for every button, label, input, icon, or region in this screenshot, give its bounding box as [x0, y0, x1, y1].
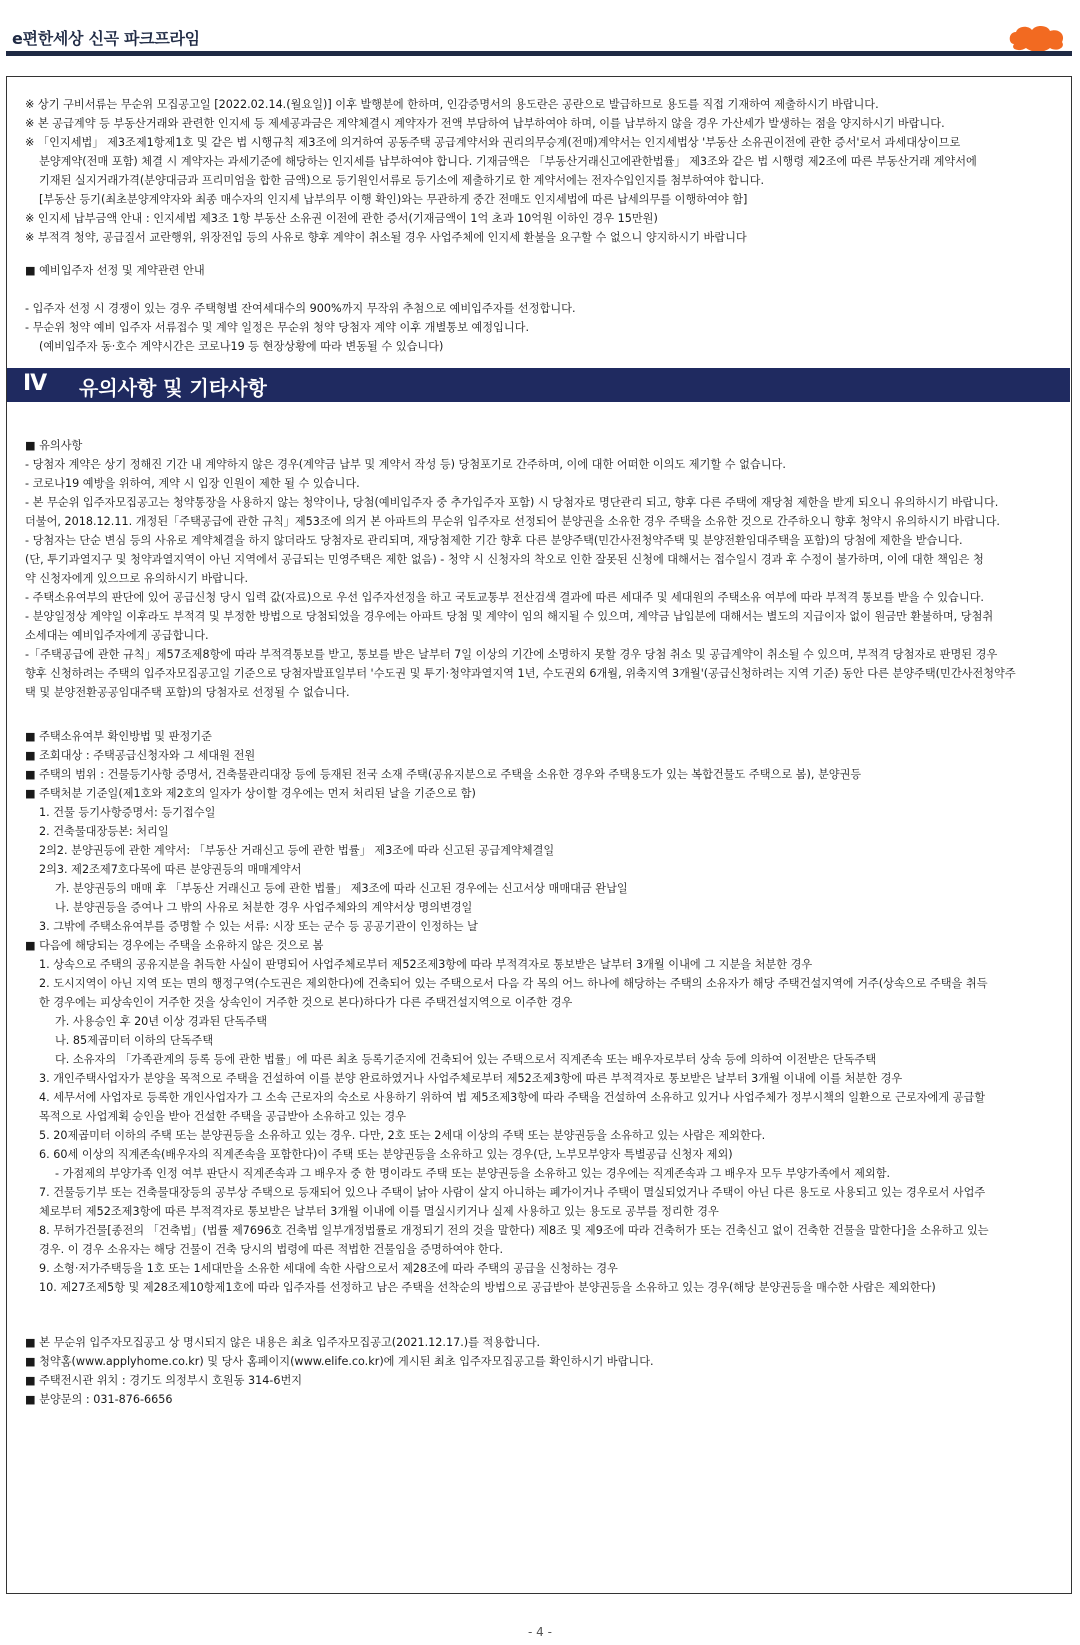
reserve-block — [25, 261, 1065, 280]
caution-line: (단, 투기과열지구 및 청약과열지역이 아닌 지역에서 공급되는 민영주택은 제한 없음) - 청약 시 신청자의 착오로 인한 잘못된 신청에 대해서는 접수일시 경과 후 수정이 불가하며, 이에 대한 책임은 청 — [25, 553, 984, 566]
ownership-block — [25, 727, 1065, 1297]
ownership-line: 한 경우에는 피상속인이 거주한 것을 상속인이 거주한 것으로 본다)하다가 다른 주택건설지역으로 이주한 경우 — [39, 996, 573, 1009]
caution-line: 소세대는 예비입주자에게 공급합니다. — [25, 629, 209, 642]
reserve-lines — [25, 299, 1065, 356]
ownership-line: 목적으로 사업계획 승인을 받아 건설한 주택을 공급받아 소유하고 있는 경우 — [39, 1110, 407, 1123]
ownership-line: 가. 분양권등의 매매 후 「부동산 거래신고 등에 관한 법률」 제3조에 따라 신고된 경우에는 신고서상 매매대금 완납일 — [55, 882, 628, 895]
note-line: 기재된 실지거래가격(분양대금과 프리미엄을 합한 금액)으로 등기원인서류로 등기소에 제출하기로 한 계약서에는 전자수입인지를 첨부하여야 합니다. — [39, 174, 765, 187]
ownership-line: 나. 85제곱미터 이하의 단독주택 — [55, 1034, 214, 1047]
cautions-block — [25, 436, 1065, 702]
note-line: ※ 인지세 납부금액 안내 : 인지세법 제3조 1항 부동산 소유권 이전에 관한 증서(기재금액이 1억 초과 10억원 이하인 경우 15만원) — [25, 212, 658, 225]
ownership-line: 6. 60세 이상의 직계존속(배우자의 직계존속을 포함한다)이 주택 또는 분양권등을 소유하고 있는 경우(단, 노부모부양자 특별공급 신청자 제외) — [39, 1148, 733, 1161]
section-number: Ⅳ — [23, 371, 48, 396]
ownership-line: 7. 건물등기부 또는 건축물대장등의 공부상 주택으로 등재되어 있으나 주택이 낡아 사람이 살지 아니하는 폐가이거나 주택이 멸실되었거나 주택이 아닌 다른 용도로 사용되고 있는 경우로서 사업주 — [39, 1186, 986, 1199]
ownership-line: 가. 사용승인 후 20년 이상 경과된 단독주택 — [55, 1015, 268, 1028]
ownership-line: 3. 그밖에 주택소유여부를 증명할 수 있는 서류: 시장 또는 군수 등 공공기관이 인정하는 날 — [39, 920, 478, 933]
caution-line: - 당첨자 계약은 상기 정해진 기간 내 계약하지 않은 경우(계약금 납부 및 계약서 작성 등) 당첨포기로 간주하며, 이에 대한 어떠한 이의도 제기할 수 없습니다. — [25, 458, 786, 471]
note-line: ※ 「인지세법」 제3조제1항제1호 및 같은 법 시행규칙 제3조에 의거하여 공동주택 공급계약서와 권리의무승계(전매)계약서는 인지세법상 '부동산 소유권이전에 관한 증서'로서 과세대상이므로 — [25, 136, 961, 149]
ownership-line: 2. 도시지역이 아닌 지역 또는 면의 행정구역(수도권은 제외한다)에 건축되어 있는 주택으로서 다음 각 목의 어느 하나에 해당하는 주택의 소유자가 해당 주택건설지역에 거주(상속으로 주택을 취득 — [39, 977, 988, 990]
ownership-line: 체로부터 제52조제3항에 따른 부적격자로 통보받은 날부터 3개월 이내에 이를 멸실시키거나 실제 사용하고 있는 용도로 공부를 정리한 경우 — [39, 1205, 719, 1218]
header-rule — [6, 51, 1072, 56]
brand-title: e편한세상 신곡 파크프라임 — [12, 29, 200, 48]
ownership-heading: ■ 주택소유여부 확인방법 및 판정기준 — [25, 730, 212, 743]
ownership-line: 경우. 이 경우 소유자는 해당 건물이 건축 당시의 법령에 따른 적법한 건물임을 증명하여야 한다. — [39, 1243, 504, 1256]
note-line: 분양계약(전매 포함) 체결 시 계약자는 과세기준에 해당하는 인지세를 납부하여야 합니다. 기재금액은 「부동산거래신고에관한법률」 제3조와 같은 법 시행령 제2조에 따른 부동산거래 계약서에 — [39, 155, 977, 168]
ownership-line: - 가점제의 부양가족 인정 여부 판단시 직계존속과 그 배우자 중 한 명이라도 주택 또는 분양권등을 소유하고 있는 경우에는 직계존속과 그 배우자 모두 부양가족에서 제외함. — [55, 1167, 891, 1180]
reserve-heading: ■ 예비입주자 선정 및 계약관련 안내 — [25, 264, 205, 277]
ownership-line: ■ 다음에 해당되는 경우에는 주택을 소유하지 않은 것으로 봄 — [25, 939, 324, 952]
section-band — [7, 368, 1070, 402]
note-line: [부동산 등기(최초분양계약자와 최종 매수자의 인지세 납부의무 이행 확인)와는 무관하게 중간 전매도 인지세법에 따른 납세의무를 이행하여야 함] — [39, 193, 748, 206]
final-line: ■ 주택전시관 위치 : 경기도 의정부시 호원동 314-6번지 — [25, 1374, 303, 1387]
caution-line: 택 및 분양전환공공임대주택 포함)의 당첨자로 선정될 수 없습니다. — [25, 686, 350, 699]
ownership-line: 2의2. 분양권등에 관한 계약서: 「부동산 거래신고 등에 관한 법률」 제3조에 따라 신고된 공급계약체결일 — [39, 844, 555, 857]
caution-line: -「주택공급에 관한 규칙」제57조제8항에 따라 부적격통보를 받고, 통보를 받은 날부터 7일 이상의 기간에 소명하지 못할 경우 당첨 취소 및 공급계약이 취소될 수 있으며, 부적격 당첨자로 판명된 경우 — [25, 648, 998, 661]
content-frame — [6, 76, 1072, 1594]
caution-line: - 당첨자는 단순 변심 등의 사유로 계약체결을 하지 않더라도 당첨자로 관리되며, 재당첨제한 기간 향후 다른 분양주택(민간사전청약주택 및 분양전환임대주택을 포함)의 당첨에 제한을 받습니다. — [25, 534, 963, 547]
ownership-line: 2. 건축물대장등본: 처리일 — [39, 825, 169, 838]
final-block — [25, 1333, 1065, 1409]
reserve-line: - 무순위 청약 예비 입주자 서류접수 및 계약 일정은 무순위 청약 당첨자 계약 이후 개별통보 예정입니다. — [25, 321, 530, 334]
ownership-line: ■ 주택처분 기준일(제1호와 제2호의 일자가 상이할 경우에는 먼저 처리된 날을 기준으로 함) — [25, 787, 476, 800]
ownership-line: 1. 상속으로 주택의 공유지분을 취득한 사실이 판명되어 사업주체로부터 제52조제3항에 따라 부적격자로 통보받은 날부터 3개월 이내에 그 지분을 처분한 경우 — [39, 958, 813, 971]
reserve-line: (예비입주자 동·호수 계약시간은 코로나19 등 현장상황에 따라 변동될 수 있습니다) — [39, 340, 444, 353]
notes-block — [25, 95, 1065, 247]
ownership-line: 나. 분양권등을 증여나 그 밖의 사유로 처분한 경우 사업주체와의 계약서상 명의변경일 — [55, 901, 473, 914]
final-line: ■ 분양문의 : 031-876-6656 — [25, 1393, 173, 1406]
brand-logo-icon — [1006, 22, 1068, 54]
note-line: ※ 상기 구비서류는 무순위 모집공고일 [2022.02.14.(월요일)] 이후 발행분에 한하며, 인감증명서의 용도란은 공란으로 발급하므로 용도를 직접 기재하여 제출하시기 바랍니다. — [25, 98, 879, 111]
ownership-line: ■ 주택의 범위 : 건물등기사항 증명서, 건축물관리대장 등에 등재된 전국 소재 주택(공유지분으로 주택을 소유한 경우와 주택용도가 있는 복합건물도 주택으로 봄), 분양권등 — [25, 768, 862, 781]
ownership-line: 10. 제27조제5항 및 제28조제10항제1호에 따라 입주자를 선정하고 남은 주택을 선착순의 방법으로 공급받아 분양권등을 소유하고 있는 경우(해당 분양권등을 매수한 사람은 제외한다) — [39, 1281, 936, 1294]
note-line: ※ 부적격 청약, 공급질서 교란행위, 위장전입 등의 사유로 향후 계약이 취소될 경우 사업주체에 인지세 환불을 요구할 수 없으니 양지하시기 바랍니다 — [25, 231, 747, 244]
ownership-line: ■ 조회대상 : 주택공급신청자와 그 세대원 전원 — [25, 749, 256, 762]
page-number: - 4 - — [528, 1625, 552, 1639]
caution-line: - 본 무순위 입주자모집공고는 청약통장을 사용하지 않는 청약이나, 당첨(예비입주자 중 추가입주자 포함) 시 당첨자로 명단관리 되고, 향후 다른 주택에 재당첨 제한을 받게 되오니 유의하시기 바랍니다. — [25, 496, 999, 509]
ownership-line: 8. 무허가건물[종전의 「건축법」(법률 제7696호 건축법 일부개정법률로 개정되기 전의 것을 말한다) 제8조 및 제9조에 따라 건축허가 또는 건축신고 없이 건축한 건물을 말한다]을 소유하고 있는 — [39, 1224, 989, 1237]
ownership-line: 9. 소형·저가주택등을 1호 또는 1세대만을 소유한 세대에 속한 사람으로서 제28조에 따라 주택의 공급을 신청하는 경우 — [39, 1262, 618, 1275]
ownership-line: 2의3. 제2조제7호다목에 따른 분양권등의 매매계약서 — [39, 863, 302, 876]
caution-line: 약 신청자에게 있으므로 유의하시기 바랍니다. — [25, 572, 249, 585]
caution-line: 향후 신청하려는 주택의 입주자모집공고일 기준으로 당첨자발표일부터 '수도권 및 투기·청약과열지역 1년, 수도권외 6개월, 위축지역 3개월'(공급신청하려는 지역 기준) 동안 다른 분양주택(민간사전청약주 — [25, 667, 1016, 680]
reserve-line: - 입주자 선정 시 경쟁이 있는 경우 주택형별 잔여세대수의 900%까지 무작위 추첨으로 예비입주자를 선정합니다. — [25, 302, 576, 315]
cautions-heading: ■ 유의사항 — [25, 439, 83, 452]
ownership-line: 3. 개인주택사업자가 분양을 목적으로 주택을 건설하여 이를 분양 완료하였거나 사업주체로부터 제52조제3항에 따른 부적격자로 통보받은 날부터 3개월 이내에 이를 처분한 경우 — [39, 1072, 903, 1085]
section-title: 유의사항 및 기타사항 — [79, 376, 267, 400]
ownership-line: 5. 20제곱미터 이하의 주택 또는 분양권등을 소유하고 있는 경우. 다만, 2호 또는 2세대 이상의 주택 또는 분양권등을 소유하고 있는 사람은 제외한다. — [39, 1129, 766, 1142]
ownership-line: 4. 세무서에 사업자로 등록한 개인사업자가 그 소속 근로자의 숙소로 사용하기 위하여 법 제5조제3항에 따라 주택을 건설하여 소유하고 있거나 사업주체가 정부시책의 일환으로 근로자에게 공급할 — [39, 1091, 986, 1104]
caution-line: - 주택소유여부의 판단에 있어 공급신청 당시 입력 값(자료)으로 우선 입주자선정을 하고 국토교통부 전산검색 결과에 따른 세대주 및 세대원의 주택소유 여부에 따라 부적격 통보를 받을 수 있습니다. — [25, 591, 984, 604]
ownership-line: 1. 건물 등기사항증명서: 등기접수일 — [39, 806, 216, 819]
ownership-line: 다. 소유자의 「가족관계의 등록 등에 관한 법률」에 따른 최초 등록기준지에 건축되어 있는 주택으로서 직계존속 또는 배우자로부터 상속 등에 의하여 이전받은 단독주택 — [55, 1053, 877, 1066]
note-line: ※ 본 공급계약 등 부동산거래와 관련한 인지세 등 제세공과금은 계약체결시 계약자가 전액 부담하여 납부하여야 하며, 이를 납부하지 않을 경우 가산세가 발생하는 점을 양지하시기 바랍니다. — [25, 117, 945, 130]
caution-line: - 코로나19 예방을 위하여, 계약 시 입장 인원이 제한 될 수 있습니다. — [25, 477, 360, 490]
caution-line: - 분양일정상 계약일 이후라도 부적격 및 부정한 방법으로 당첨되었을 경우에는 아파트 당첨 및 계약이 임의 해지될 수 있으며, 계약금 납입분에 대해서는 별도의 지급이자 없이 원금만 환불하며, 당첨취 — [25, 610, 994, 623]
final-line: ■ 본 무순위 입주자모집공고 상 명시되지 않은 내용은 최초 입주자모집공고(2021.12.17.)를 적용합니다. — [25, 1336, 541, 1349]
caution-line: 더불어, 2018.12.11. 개정된「주택공급에 관한 규칙」제53조에 의거 본 아파트의 무순위 입주자로 선정되어 분양권을 소유한 경우 주택을 소유한 것으로 간주하오니 향후 청약시 유의하시기 바랍니다. — [25, 515, 1000, 528]
final-line: ■ 청약홈(www.applyhome.co.kr) 및 당사 홈페이지(www.elife.co.kr)에 게시된 최초 입주자모집공고를 확인하시기 바랍니다. — [25, 1355, 654, 1368]
